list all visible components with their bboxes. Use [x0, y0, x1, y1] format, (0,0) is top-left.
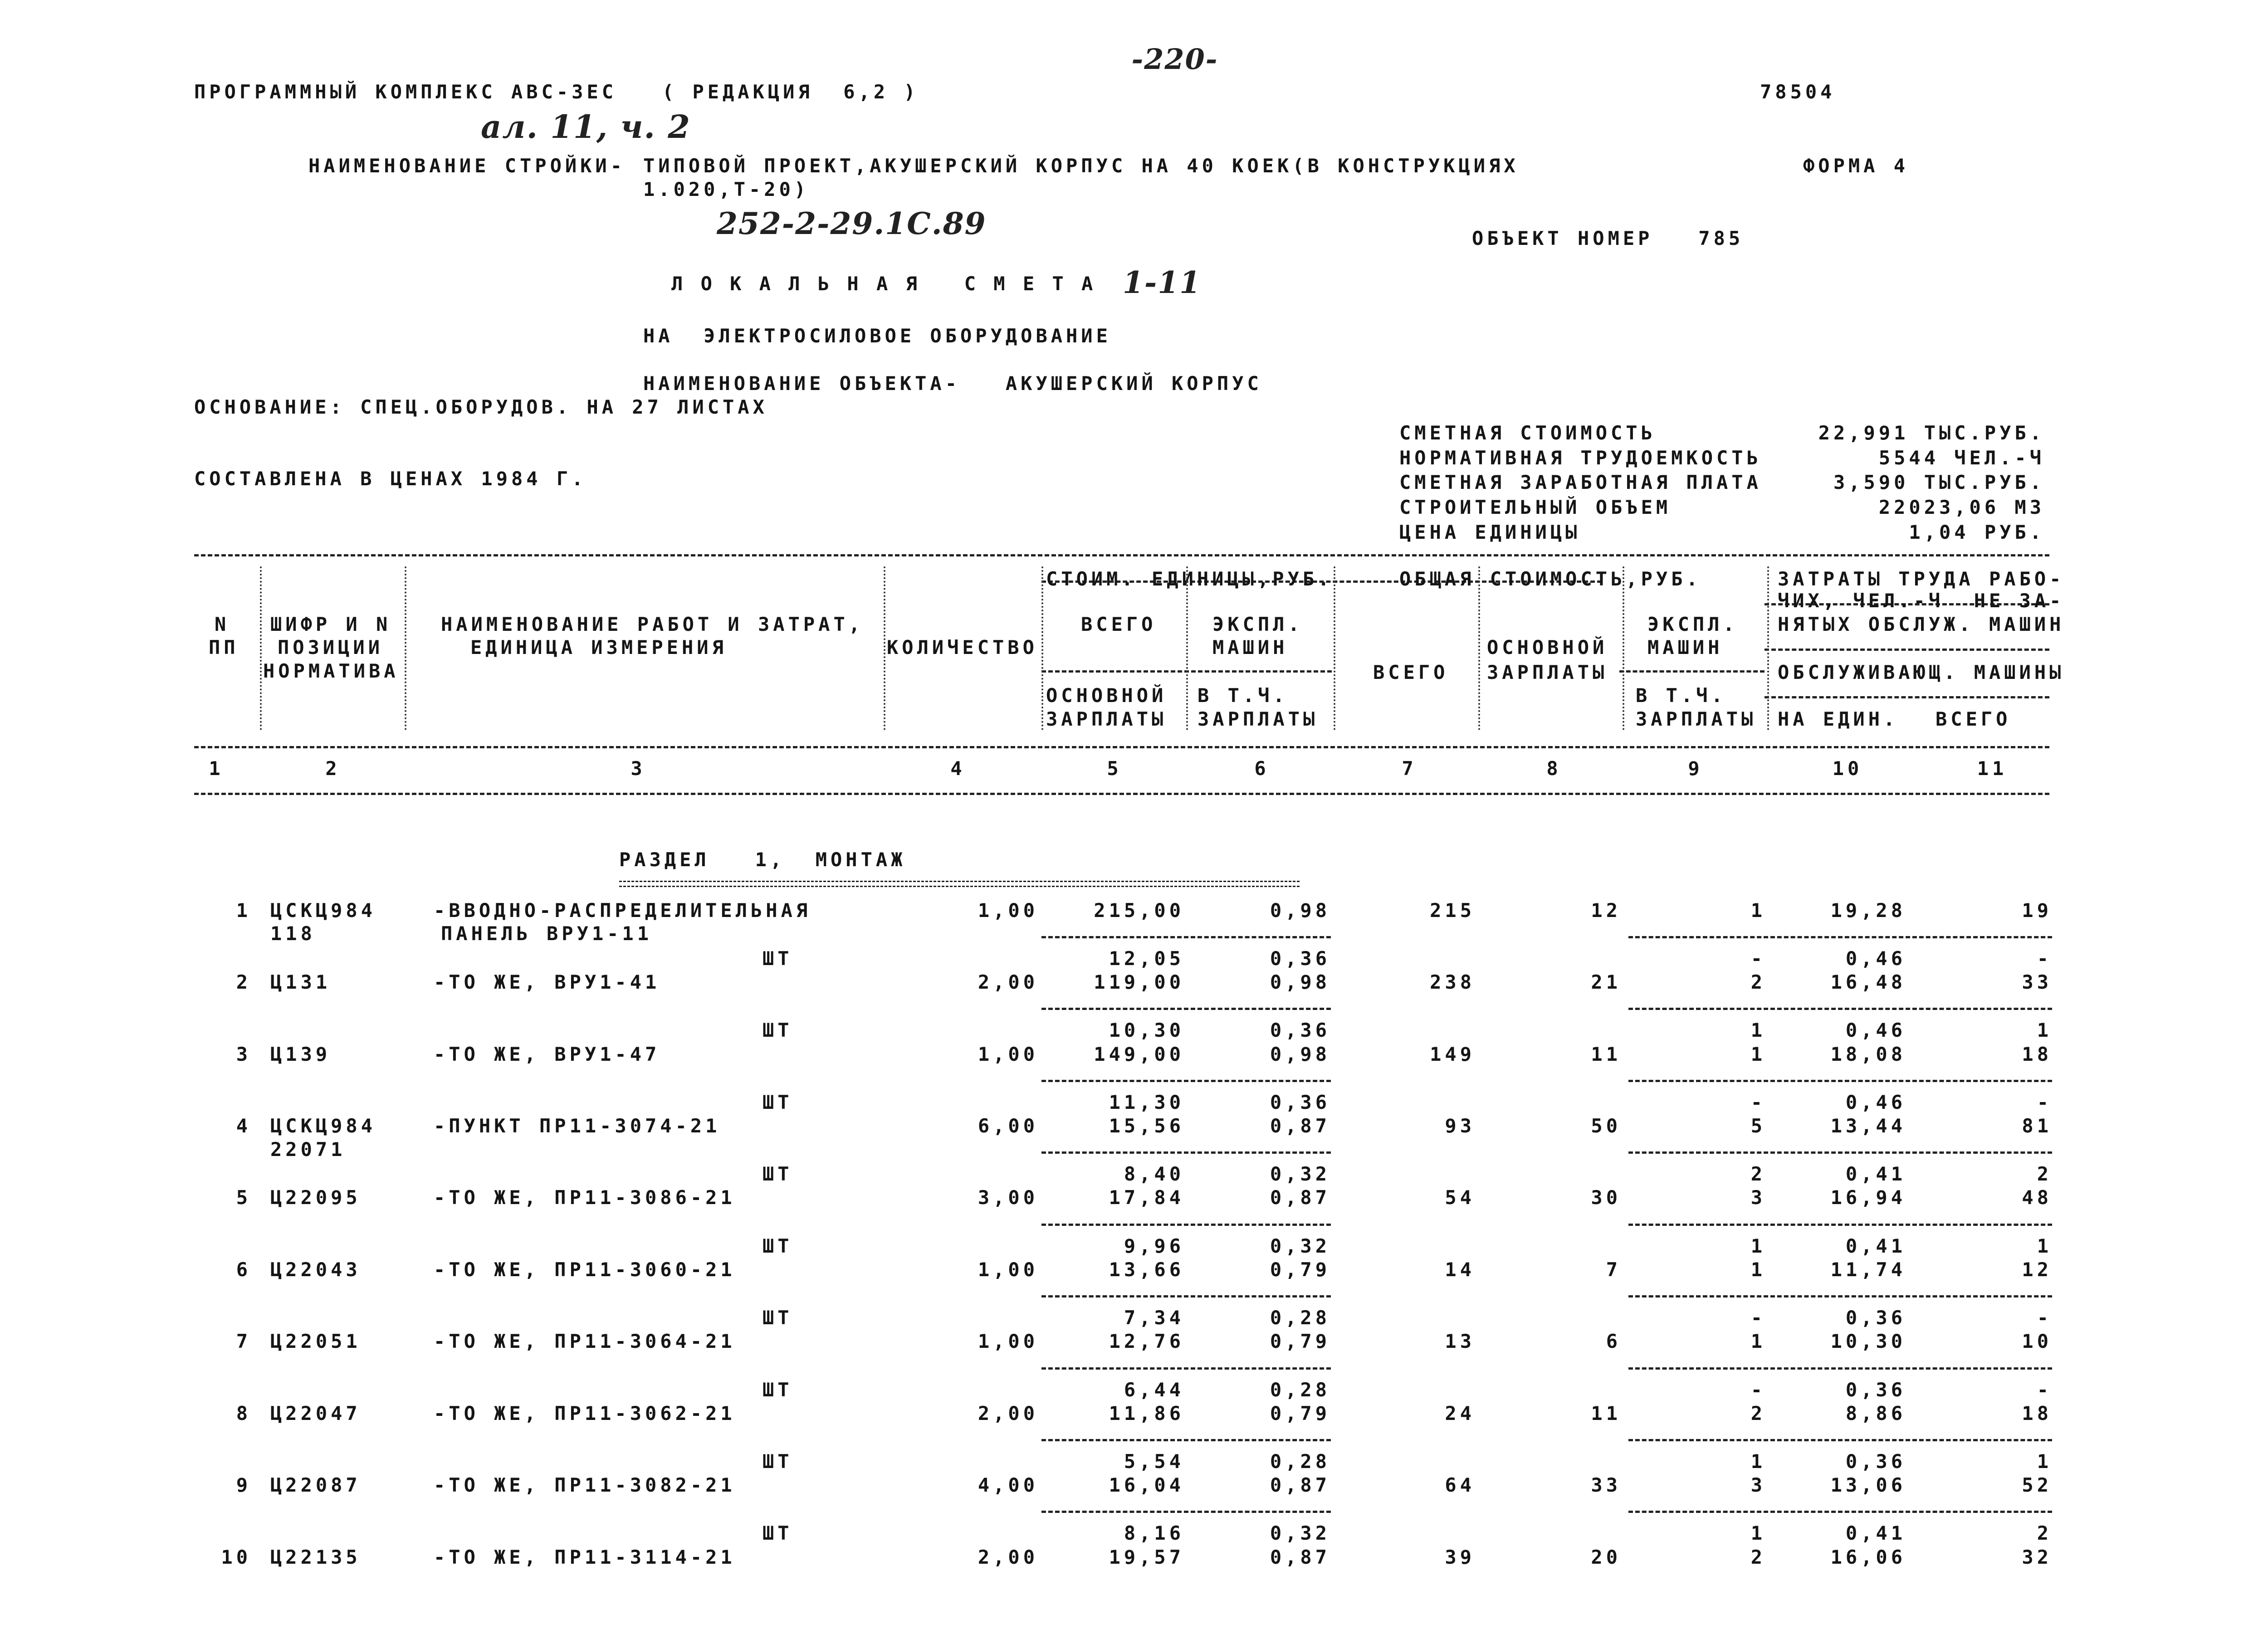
unit: ШТ — [763, 947, 793, 970]
cell-c7: 13 — [1445, 1330, 1475, 1352]
cell-c5b: 9,96 — [1124, 1235, 1184, 1257]
unit: ШТ — [763, 1379, 793, 1401]
header-cell: МАШИН — [1212, 636, 1288, 658]
header-cell: ОСНОВНОЙ — [1046, 684, 1167, 707]
header-cell: ЗАРПЛАТЫ — [1636, 708, 1757, 730]
cell-c8: 7 — [1606, 1258, 1621, 1281]
header-cell: ЭКСПЛ. — [1647, 613, 1738, 635]
header-cell: НАИМЕНОВАНИЕ РАБОТ И ЗАТРАТ, — [441, 613, 864, 635]
cell-c6: 0,98 — [1270, 1043, 1330, 1065]
unit: ШТ — [763, 1019, 793, 1041]
header-cell: ЗАРПЛАТЫ — [1487, 661, 1608, 683]
cell-c10: 13,06 — [1830, 1474, 1906, 1496]
handwritten-estimate-number: 1-11 — [1123, 265, 1202, 300]
summary-value: 5544 ЧЕЛ.-Ч — [1878, 447, 2045, 469]
cell-c10b: 0,46 — [1845, 1091, 1906, 1113]
cell-c5b: 5,54 — [1124, 1450, 1184, 1473]
cell-c9: 1 — [1750, 899, 1766, 922]
cell-c6: 0,79 — [1270, 1258, 1330, 1281]
row-number: 7 — [236, 1330, 251, 1352]
norm-code: Ц22047 — [270, 1402, 361, 1424]
cell-c11: 19 — [2022, 899, 2052, 922]
column-number: 6 — [1254, 757, 1270, 780]
cell-c8: 33 — [1591, 1474, 1621, 1496]
cell-c9: 3 — [1750, 1186, 1766, 1209]
norm-code: Ц139 — [270, 1043, 331, 1065]
cell-c5b: 10,30 — [1109, 1019, 1184, 1041]
cell-c10: 16,06 — [1830, 1546, 1906, 1568]
cell-c11b: - — [2037, 947, 2052, 970]
cell-c9b: 2 — [1750, 1163, 1766, 1185]
cell-c10b: 0,46 — [1845, 1019, 1906, 1041]
cell-c11b: - — [2037, 1379, 2052, 1401]
norm-code: Ц22051 — [270, 1330, 361, 1352]
summary-value: 22,991 ТЫС.РУБ. — [1818, 422, 2045, 444]
page-number: -220- — [1131, 43, 1218, 76]
cell-c6: 0,79 — [1270, 1330, 1330, 1352]
cell-c8: 12 — [1591, 899, 1621, 922]
cell-c7: 64 — [1445, 1474, 1475, 1496]
construction-line-1: ТИПОВОЙ ПРОЕКТ,АКУШЕРСКИЙ КОРПУС НА 40 КОЕК(В КОНСТРУКЦИЯХ — [643, 155, 1519, 177]
cell-c9: 2 — [1750, 971, 1766, 993]
header-cell: ЗАРПЛАТЫ — [1046, 708, 1167, 730]
column-divider — [1186, 566, 1188, 730]
estimate-subtitle: НА ЭЛЕКТРОСИЛОВОЕ ОБОРУДОВАНИЕ — [643, 325, 1111, 347]
cell-c7: 54 — [1445, 1186, 1475, 1209]
row-separator — [1041, 1224, 1331, 1226]
header-cell: ОБЩАЯ СТОИМОСТЬ,РУБ. — [1399, 568, 1701, 590]
work-name: -ТО ЖЕ, ПР11-3060-21 — [434, 1258, 736, 1281]
header-cell: ВСЕГО — [1081, 613, 1157, 635]
cell-c6b: 0,36 — [1270, 1091, 1330, 1113]
cell-c8: 50 — [1591, 1115, 1621, 1137]
row-separator — [1041, 1511, 1331, 1513]
column-number: 11 — [1977, 757, 2008, 780]
cell-c10: 19,28 — [1830, 899, 1906, 922]
header-cell: МАШИН — [1647, 636, 1723, 658]
cell-c5: 215,00 — [1094, 899, 1184, 922]
cell-qty: 1,00 — [978, 1330, 1038, 1352]
cell-c6: 0,87 — [1270, 1115, 1330, 1137]
cell-c5b: 11,30 — [1109, 1091, 1184, 1113]
cell-qty: 1,00 — [978, 899, 1038, 922]
cell-c7: 39 — [1445, 1546, 1475, 1568]
unit: ШТ — [763, 1163, 793, 1185]
row-number: 2 — [236, 971, 251, 993]
cell-c7: 149 — [1430, 1043, 1475, 1065]
header-cell: ВСЕГО — [1936, 708, 2011, 730]
unit: ШТ — [763, 1522, 793, 1544]
cell-c11b: 1 — [2037, 1450, 2052, 1473]
row-separator — [1041, 1008, 1331, 1010]
row-number: 9 — [236, 1474, 251, 1496]
cell-c5b: 7,34 — [1124, 1307, 1184, 1329]
cell-c11: 81 — [2022, 1115, 2052, 1137]
basis: ОСНОВАНИЕ: СПЕЦ.ОБОРУДОВ. НА 27 ЛИСТАХ — [194, 396, 768, 418]
row-separator — [1628, 1511, 2052, 1513]
cell-c5: 119,00 — [1094, 971, 1184, 993]
work-name: -ТО ЖЕ, ВРУ1-41 — [434, 971, 660, 993]
summary-label: СМЕТНАЯ ЗАРАБОТНАЯ ПЛАТА — [1399, 471, 1762, 493]
cell-c5b: 8,40 — [1124, 1163, 1184, 1185]
norm-code: Ц22043 — [270, 1258, 361, 1281]
cell-c10: 18,08 — [1830, 1043, 1906, 1065]
column-number: 9 — [1688, 757, 1703, 780]
header-cell: ПОЗИЦИИ — [278, 636, 384, 658]
column-divider — [1623, 566, 1624, 730]
row-separator — [1041, 1439, 1331, 1441]
summary-label: НОРМАТИВНАЯ ТРУДОЕМКОСТЬ — [1399, 447, 1762, 469]
cell-c9b: - — [1750, 947, 1766, 970]
header-cell: КОЛИЧЕСТВО — [887, 636, 1038, 658]
cell-c10: 8,86 — [1845, 1402, 1906, 1424]
cell-c10: 16,94 — [1830, 1186, 1906, 1209]
header-cell: ОБСЛУЖИВАЮЩ. МАШИНЫ — [1778, 661, 2065, 683]
cell-qty: 2,00 — [978, 971, 1038, 993]
cell-c11: 18 — [2022, 1402, 2052, 1424]
cell-c6: 0,87 — [1270, 1474, 1330, 1496]
cell-c5: 17,84 — [1109, 1186, 1184, 1209]
row-separator — [1628, 1224, 2052, 1226]
summary-value: 3,590 ТЫС.РУБ. — [1833, 471, 2045, 493]
column-numbers-rule — [194, 793, 2049, 795]
cell-c9: 2 — [1750, 1402, 1766, 1424]
cell-qty: 1,00 — [978, 1043, 1038, 1065]
row-separator — [1628, 1367, 2052, 1370]
cell-c8: 21 — [1591, 971, 1621, 993]
norm-code: Ц22095 — [270, 1186, 361, 1209]
row-number: 4 — [236, 1115, 251, 1137]
unit: ШТ — [763, 1450, 793, 1473]
cell-c10: 11,74 — [1830, 1258, 1906, 1281]
header-bottom-rule — [194, 746, 2049, 748]
column-number: 1 — [209, 757, 224, 780]
cell-c9b: 1 — [1750, 1522, 1766, 1544]
cell-c11: 18 — [2022, 1043, 2052, 1065]
header-cell: НЯТЫХ ОБСЛУЖ. МАШИН — [1778, 613, 2065, 635]
row-separator — [1628, 1080, 2052, 1082]
row-separator — [1628, 1008, 2052, 1010]
header-cell: ВСЕГО — [1373, 661, 1449, 683]
construction-line-2: 1.020,Т-20) — [643, 178, 810, 200]
row-number: 3 — [236, 1043, 251, 1065]
cell-c7: 14 — [1445, 1258, 1475, 1281]
cell-c10b: 0,41 — [1845, 1163, 1906, 1185]
work-name: -ТО ЖЕ, ПР11-3086-21 — [434, 1186, 736, 1209]
cell-qty: 2,00 — [978, 1546, 1038, 1568]
cell-c5: 16,04 — [1109, 1474, 1184, 1496]
norm-code: ЦСКЦ984 — [270, 1115, 376, 1137]
column-divider — [1041, 566, 1043, 730]
row-separator — [1628, 1151, 2052, 1154]
work-name: -ТО ЖЕ, ПР11-3082-21 — [434, 1474, 736, 1496]
cell-c5b: 8,16 — [1124, 1522, 1184, 1544]
document-id: 78504 — [1760, 81, 1836, 103]
row-separator — [1041, 1295, 1331, 1297]
cell-c6b: 0,36 — [1270, 947, 1330, 970]
cell-c10b: 0,41 — [1845, 1235, 1906, 1257]
cell-c9b: 1 — [1750, 1019, 1766, 1041]
unit: ШТ — [763, 1235, 793, 1257]
price-basis: СОСТАВЛЕНА В ЦЕНАХ 1984 Г. — [194, 468, 587, 490]
cell-c10b: 0,36 — [1845, 1307, 1906, 1329]
work-name: -ТО ЖЕ, ВРУ1-47 — [434, 1043, 660, 1065]
cell-c5: 12,76 — [1109, 1330, 1184, 1352]
summary-label: СТРОИТЕЛЬНЫЙ ОБЪЕМ — [1399, 496, 1672, 518]
cell-c6b: 0,36 — [1270, 1019, 1330, 1041]
column-divider — [405, 566, 406, 730]
header-cell: ПП — [209, 636, 239, 658]
cell-c6b: 0,32 — [1270, 1163, 1330, 1185]
norm-code-line-2: 22071 — [270, 1138, 346, 1161]
column-divider — [1478, 566, 1480, 730]
cell-c10b: 0,36 — [1845, 1379, 1906, 1401]
cell-c9: 5 — [1750, 1115, 1766, 1137]
header-cell: N — [215, 613, 230, 635]
column-number: 4 — [950, 757, 966, 780]
header-cell: ЕДИНИЦА ИЗМЕРЕНИЯ — [470, 636, 727, 658]
norm-code: ЦСКЦ984 — [270, 899, 376, 922]
cell-c11: 52 — [2022, 1474, 2052, 1496]
cell-c10: 10,30 — [1830, 1330, 1906, 1352]
row-separator — [1628, 1439, 2052, 1441]
cell-c9: 2 — [1750, 1546, 1766, 1568]
cell-c5: 11,86 — [1109, 1402, 1184, 1424]
cell-qty: 1,00 — [978, 1258, 1038, 1281]
handwritten-reference: ал. 11, ч. 2 — [481, 108, 691, 146]
column-number: 2 — [325, 757, 341, 780]
cell-c9: 1 — [1750, 1330, 1766, 1352]
cell-c9b: - — [1750, 1379, 1766, 1401]
unit: ШТ — [763, 1091, 793, 1113]
cell-c6: 0,87 — [1270, 1546, 1330, 1568]
cell-c6b: 0,32 — [1270, 1235, 1330, 1257]
norm-code: Ц22087 — [270, 1474, 361, 1496]
row-separator — [1041, 1367, 1331, 1370]
cell-c10: 13,44 — [1830, 1115, 1906, 1137]
column-divider — [884, 566, 885, 730]
program-line: ПРОГРАММНЫЙ КОМПЛЕКС АВС-3ЕС ( РЕДАКЦИЯ 6,2 ) — [194, 81, 919, 103]
column-number: 3 — [631, 757, 646, 780]
cell-c11: 33 — [2022, 971, 2052, 993]
construction-label: НАИМЕНОВАНИЕ СТРОЙКИ- — [308, 155, 626, 177]
cell-c11: 32 — [2022, 1546, 2052, 1568]
cell-c11b: 2 — [2037, 1163, 2052, 1185]
column-divider — [1767, 566, 1769, 730]
cell-c5: 15,56 — [1109, 1115, 1184, 1137]
header-cell: СТОИМ. ЕДИНИЦЫ,РУБ. — [1046, 568, 1333, 590]
header-cell: В Т.Ч. — [1198, 684, 1288, 707]
summary-label: СМЕТНАЯ СТОИМОСТЬ — [1399, 422, 1656, 444]
cell-c9b: 1 — [1750, 1450, 1766, 1473]
row-separator — [1628, 936, 2052, 938]
row-separator — [1041, 936, 1331, 938]
handwritten-project-number: 252-2-29.1С.89 — [717, 206, 987, 241]
cell-c9b: - — [1750, 1091, 1766, 1113]
cell-c6b: 0,28 — [1270, 1307, 1330, 1329]
header-cell: ОСНОВНОЙ — [1487, 636, 1608, 658]
summary-label: ЦЕНА ЕДИНИЦЫ — [1399, 521, 1581, 543]
column-number: 7 — [1402, 757, 1417, 780]
cell-c5b: 6,44 — [1124, 1379, 1184, 1401]
cell-c11b: 1 — [2037, 1019, 2052, 1041]
object-name: НАИМЕНОВАНИЕ ОБЪЕКТА- АКУШЕРСКИЙ КОРПУС — [643, 372, 1262, 395]
cell-c6: 0,79 — [1270, 1402, 1330, 1424]
cell-c10b: 0,41 — [1845, 1522, 1906, 1544]
cell-qty: 2,00 — [978, 1402, 1038, 1424]
cell-c11b: - — [2037, 1307, 2052, 1329]
work-name-line-2: ПАНЕЛЬ ВРУ1-11 — [441, 922, 653, 945]
row-separator — [1628, 1295, 2052, 1297]
cell-c9b: 1 — [1750, 1235, 1766, 1257]
header-sub-rule — [1619, 670, 1765, 673]
cell-c7: 93 — [1445, 1115, 1475, 1137]
cell-c6: 0,87 — [1270, 1186, 1330, 1209]
section-title: РАЗДЕЛ 1, МОНТАЖ — [619, 849, 906, 871]
cell-c11b: 1 — [2037, 1235, 2052, 1257]
column-number: 8 — [1546, 757, 1562, 780]
cell-c9: 1 — [1750, 1043, 1766, 1065]
column-divider — [260, 566, 262, 730]
summary-value: 22023,06 М3 — [1878, 496, 2045, 518]
work-name: -ПУНКТ ПР11-3074-21 — [434, 1115, 721, 1137]
cell-c11b: 2 — [2037, 1522, 2052, 1544]
cell-c5b: 12,05 — [1109, 947, 1184, 970]
header-cell: НА ЕДИН. — [1778, 708, 1899, 730]
cell-c9: 1 — [1750, 1258, 1766, 1281]
header-cell: ЭКСПЛ. — [1212, 613, 1303, 635]
header-cell: ШИФР И N — [270, 613, 391, 635]
cell-c6: 0,98 — [1270, 971, 1330, 993]
work-name: -ТО ЖЕ, ПР11-3064-21 — [434, 1330, 736, 1352]
cell-c11: 10 — [2022, 1330, 2052, 1352]
header-sub-rule — [1765, 696, 2049, 698]
cell-qty: 4,00 — [978, 1474, 1038, 1496]
row-number: 10 — [221, 1546, 251, 1568]
row-number: 8 — [236, 1402, 251, 1424]
cell-c6b: 0,28 — [1270, 1379, 1330, 1401]
cell-c8: 20 — [1591, 1546, 1621, 1568]
cell-c6: 0,98 — [1270, 899, 1330, 922]
header-cell: В Т.Ч. — [1636, 684, 1726, 707]
cell-qty: 3,00 — [978, 1186, 1038, 1209]
row-number: 1 — [236, 899, 251, 922]
cell-c11: 12 — [2022, 1258, 2052, 1281]
cell-c8: 11 — [1591, 1043, 1621, 1065]
cell-c7: 238 — [1430, 971, 1475, 993]
cell-c7: 24 — [1445, 1402, 1475, 1424]
cell-c8: 30 — [1591, 1186, 1621, 1209]
header-cell: ЧИХ, ЧЕЛ.-Ч НЕ ЗА- — [1778, 590, 2065, 612]
column-divider — [1334, 566, 1335, 730]
header-cell: ЗАРПЛАТЫ — [1198, 708, 1319, 730]
row-number: 5 — [236, 1186, 251, 1209]
cell-c5: 149,00 — [1094, 1043, 1184, 1065]
cell-c10: 16,48 — [1830, 971, 1906, 993]
cell-c11: 48 — [2022, 1186, 2052, 1209]
cell-c11b: - — [2037, 1091, 2052, 1113]
row-number: 6 — [236, 1258, 251, 1281]
work-name: -ТО ЖЕ, ПР11-3114-21 — [434, 1546, 736, 1568]
header-cell: ЗАТРАТЫ ТРУДА РАБО- — [1778, 568, 2065, 590]
table-top-rule — [194, 554, 2049, 556]
cell-c10b: 0,46 — [1845, 947, 1906, 970]
cell-c9b: - — [1750, 1307, 1766, 1329]
cell-c5: 19,57 — [1109, 1546, 1184, 1568]
form-number: ФОРМА 4 — [1803, 155, 1909, 177]
work-name: -ТО ЖЕ, ПР11-3062-21 — [434, 1402, 736, 1424]
cell-c6b: 0,28 — [1270, 1450, 1330, 1473]
column-number: 10 — [1832, 757, 1863, 780]
object-number: ОБЪЕКТ НОМЕР 785 — [1472, 227, 1744, 249]
column-number: 5 — [1107, 757, 1122, 780]
cell-qty: 6,00 — [978, 1115, 1038, 1137]
cell-c9: 3 — [1750, 1474, 1766, 1496]
header-cell: НОРМАТИВА — [263, 660, 399, 682]
row-separator — [1041, 1080, 1331, 1082]
row-separator — [1041, 1151, 1331, 1154]
norm-code: Ц131 — [270, 971, 331, 993]
header-sub-rule — [1765, 649, 2049, 651]
cell-c8: 6 — [1606, 1330, 1621, 1352]
cell-c5: 13,66 — [1109, 1258, 1184, 1281]
unit: ШТ — [763, 1307, 793, 1329]
cell-c10b: 0,36 — [1845, 1450, 1906, 1473]
estimate-title: Л О К А Л Ь Н А Я С М Е Т А — [671, 273, 1096, 295]
cell-c7: 215 — [1430, 899, 1475, 922]
norm-code-line-2: 118 — [270, 922, 316, 945]
cell-c8: 11 — [1591, 1402, 1621, 1424]
norm-code: Ц22135 — [270, 1546, 361, 1568]
summary-value: 1,04 РУБ. — [1909, 521, 2045, 543]
section-underline — [619, 881, 1300, 887]
cell-c6b: 0,32 — [1270, 1522, 1330, 1544]
work-name: -ВВОДНО-РАСПРЕДЕЛИТЕЛЬНАЯ — [434, 899, 811, 922]
